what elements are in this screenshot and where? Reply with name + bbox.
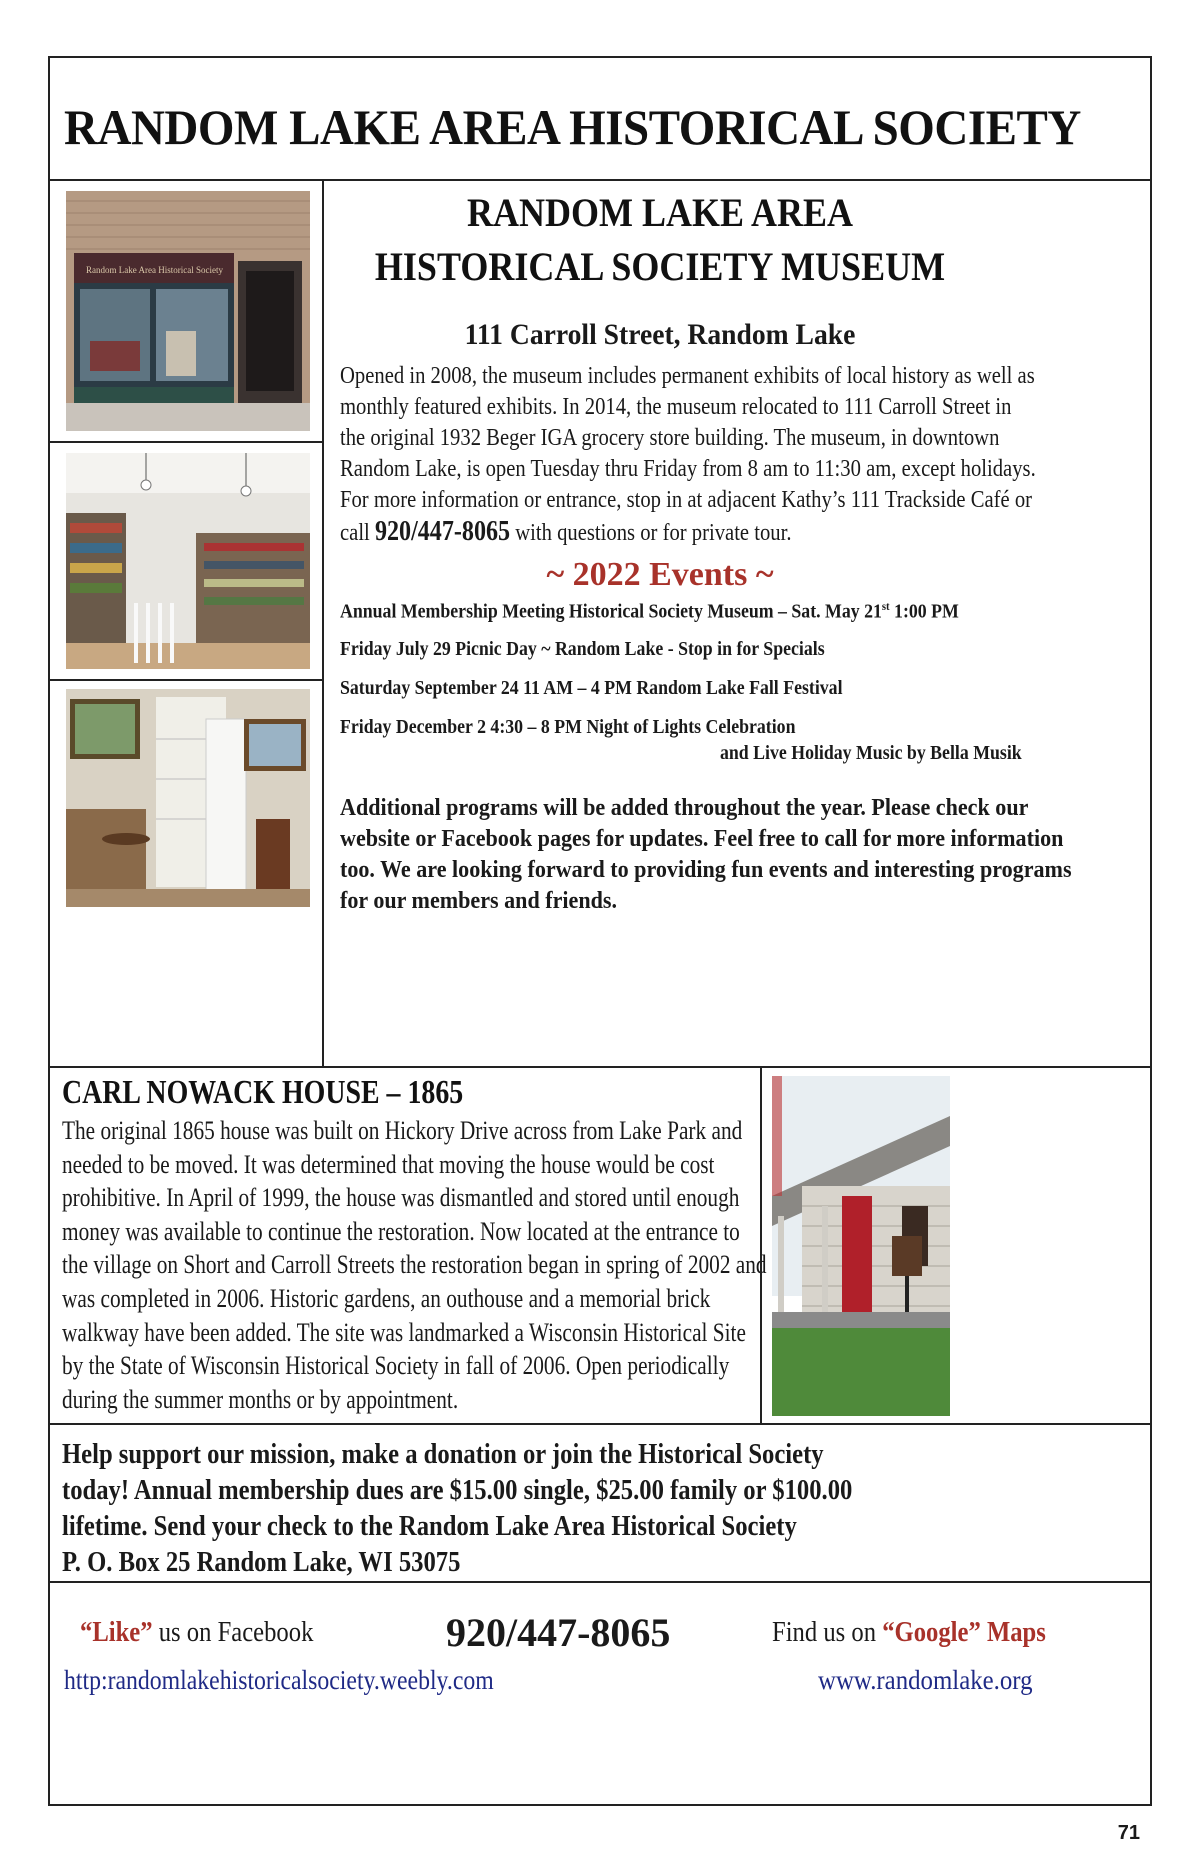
event-item-night-of-lights-continued: and Live Holiday Music by Bella Musik [720, 742, 1022, 764]
museum-photo-column [50, 181, 324, 1066]
find-us-prefix: Find us on [772, 1617, 883, 1648]
nowack-house-photo [772, 1076, 950, 1416]
nowack-house-photo-cell [760, 1068, 1150, 1423]
museum-section [50, 181, 1150, 1068]
support-line-1: Help support our mission, make a donation or join the Historical Society [62, 1439, 824, 1470]
event-item-picnic-day: Friday July 29 Picnic Day ~ Random Lake - Stop in for Specials [340, 638, 825, 660]
village-website-link[interactable]: www.randomlake.org [818, 1665, 1033, 1695]
event-item-membership-meeting [340, 599, 1123, 624]
support-line-4: P. O. Box 25 Random Lake, WI 53075 [62, 1547, 461, 1578]
event-item-membership-meeting-time: 1:00 PM [889, 600, 959, 623]
support-line-2: today! Annual membership dues are $15.00 single, $25.00 family or $100.00 [62, 1475, 853, 1506]
contact-phone: 920/447-8065 [446, 1610, 671, 1655]
museum-description [340, 361, 1037, 549]
museum-storefront-photo [66, 191, 310, 431]
additional-programs-note: Additional programs will be added throughout the year. Please check our website or Facebook pages for updates. Feel free to call for more information too. We are looking forward to providing fun events and interesting programs for our members and friends. [340, 795, 1072, 914]
museum-phone: 920/447-8065 [374, 516, 511, 547]
event-item-ordinal-suffix: st [881, 599, 890, 613]
museum-description-tail: with questions or for private tour. [510, 520, 792, 546]
support-line-3: lifetime. Send your check to the Random Lake Area Historical Society [62, 1511, 797, 1542]
event-item-night-of-lights: Friday December 2 4:30 – 8 PM Night of Lights Celebration [340, 716, 796, 738]
support-text [62, 1437, 942, 1581]
nowack-house-description: The original 1865 house was built on Hickory Drive across from Lake Park and needed to be moved. It was determined that moving the house would be cost prohibitive. In April of 1999, the house was dismantled and stored until enough money was available to continue the restoration. Now located at the entrance to the village on Short and Carroll Streets the restoration began in spring of 2002 and was completed in 2006. Historic gardens, an outhouse and a memorial brick walkway have been added. The site was landmarked a Wisconsin Historical Site by the State of Wisconsin Historical Society in fall of 2006. Open periodically during the summer months or by appointment. [62, 1116, 767, 1414]
like-word: “Like” [80, 1617, 153, 1648]
contact-section [50, 1583, 1150, 1804]
facebook-like-text [80, 1617, 313, 1649]
google-maps-text [772, 1617, 1046, 1649]
page-number: 71 [1117, 1822, 1140, 1844]
museum-interior-shelves-photo [66, 453, 310, 669]
museum-interior-exhibit-photo [66, 689, 310, 907]
nowack-house-section [50, 1068, 1150, 1425]
google-word: “Google” [882, 1617, 981, 1648]
museum-title-line1: RANDOM LAKE AREA [466, 190, 854, 235]
nowack-house-text [62, 1074, 767, 1416]
page-title: RANDOM LAKE AREA HISTORICAL SOCIETY [64, 99, 1081, 155]
event-item-membership-meeting-text: Annual Membership Meeting Historical Society Museum – Sat. May 21 [340, 600, 882, 623]
svg-text:Random Lake Area Historical So: Random Lake Area Historical Society [86, 265, 223, 275]
museum-title-line2: HISTORICAL SOCIETY MUSEUM [374, 244, 946, 289]
page-frame [48, 56, 1152, 1806]
website-link[interactable]: http:randomlakehistoricalsociety.weebly.com [64, 1665, 494, 1695]
photo-cell-storefront [50, 181, 324, 443]
events-heading: ~ 2022 Events ~ [546, 556, 774, 593]
photo-cell-interior [50, 443, 324, 681]
facebook-text: us on Facebook [152, 1617, 314, 1648]
museum-address: 111 Carroll Street, Random Lake [464, 318, 856, 351]
maps-word: Maps [980, 1617, 1046, 1648]
support-section [50, 1425, 1150, 1583]
nowack-house-heading: CARL NOWACK HOUSE – 1865 [62, 1074, 464, 1111]
title-row [50, 58, 1150, 181]
event-item-fall-festival: Saturday September 24 11 AM – 4 PM Random Lake Fall Festival [340, 677, 843, 699]
photo-cell-exhibit [50, 681, 324, 1066]
museum-description-text: Opened in 2008, the museum includes permanent exhibits of local history as well as monthly featured exhibits. In 2014, the museum relocated to 111 Carroll Street in the original 1932 Beger IGA grocery store building. The museum, in downtown Random Lake, is open Tuesday thru Friday from 8 am to 11:30 am, except holidays. For more information or entrance, stop in at adjacent Kathy’s 111 Trackside Café or call [340, 363, 1036, 546]
